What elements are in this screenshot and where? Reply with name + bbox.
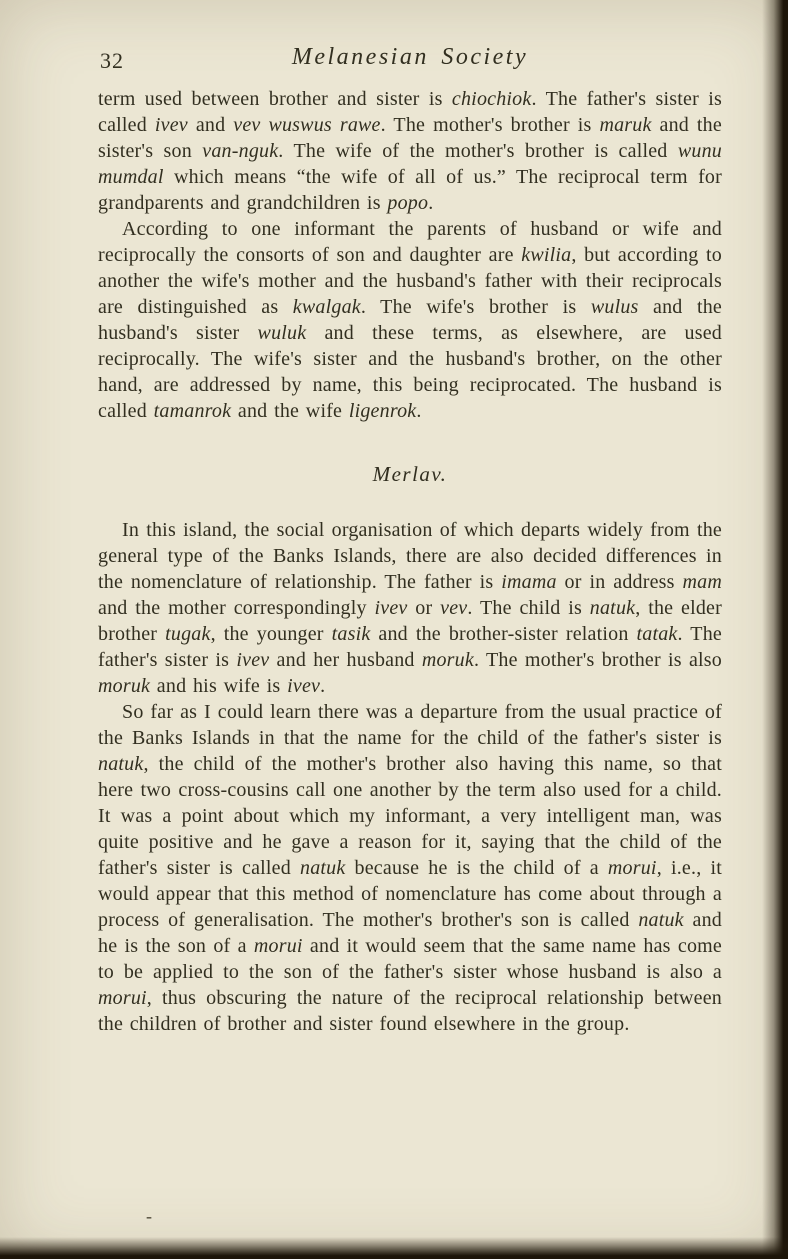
paragraph-in-law-terms: [98, 216, 722, 424]
text-run: , but according to another the wife's mother and the husband's father with their reciprocals are distinguished as: [98, 244, 723, 318]
native-term: vev: [440, 597, 468, 619]
native-term: morui: [98, 987, 147, 1009]
native-term: natuk: [98, 753, 144, 775]
paragraph-kinship-terms: [98, 86, 722, 216]
text-run: .: [428, 192, 434, 214]
native-term: wuluk: [257, 322, 307, 344]
native-term: popo: [387, 192, 429, 214]
text-run: , i.e., it would appear that this method of nomenclature has come about through a process of generalisation. The mother's brother's son is called: [98, 857, 722, 931]
text-run: , the child of the mother's brother also having this name, so that here two cross-cousins call one another by the term also used for a child. It was a point about which my informant, a very intelligent man, was quite positive and he gave a reason for it, saying that the child of the father's sister is called: [98, 753, 722, 879]
native-term: maruk: [599, 114, 652, 136]
native-term: wunu mumdal: [98, 140, 722, 188]
native-term: ivev: [154, 114, 188, 136]
section-heading-merlav: Merlav.: [372, 462, 448, 486]
text-run: . The mother's brother is: [380, 114, 600, 136]
native-term: natuk: [589, 597, 636, 619]
native-term: natuk: [638, 909, 684, 931]
text-run: . The wife's brother is: [360, 296, 591, 318]
native-term: ivev: [236, 649, 270, 671]
page-header: [98, 44, 722, 78]
text-run: .: [416, 400, 422, 422]
text-run: and the mother correspondingly: [98, 597, 375, 619]
native-term: ivev: [374, 597, 408, 619]
text-run: . The father's sister is called: [98, 88, 722, 136]
native-term: tatak: [636, 623, 678, 645]
paragraph-cross-cousins: [98, 699, 722, 1037]
text-run: . The child is: [467, 597, 590, 619]
text-run: . The father's sister is: [98, 623, 722, 671]
text-run: In this island, the social organisation of which departs widely from the general type of the Banks Islands, there are also decided differences in the nomenclature of relationship. The father is: [98, 519, 722, 593]
native-term: imama: [501, 571, 557, 593]
text-run: .: [320, 675, 326, 697]
text-run: which means “the wife of all of us.” The reciprocal term for grandparents and grandchildren is: [98, 166, 722, 214]
text-run: and these terms, as elsewhere, are used reciprocally. The wife's sister and the husband's brother, on the other hand, are addressed by name, this being reciprocated. The husband is called: [98, 322, 722, 422]
page-title: Melanesian Society: [291, 44, 529, 70]
native-term: tamanrok: [153, 400, 232, 422]
text-run: term used between brother and sister is: [98, 88, 452, 110]
text-run: and her husband: [269, 649, 422, 671]
book-edge-shadow-bottom: [0, 1237, 788, 1259]
text-block: [98, 86, 722, 1037]
native-term: kwalgak: [292, 296, 361, 318]
native-term: morui: [253, 935, 303, 957]
text-run: , thus obscuring the nature of the reciprocal relationship between the children of brother and sister found elsewhere in the group.: [98, 987, 722, 1035]
text-run: and it would seem that the same name has come to be applied to the son of the father's sister whose husband is also a: [98, 935, 722, 983]
native-term: wulus: [590, 296, 639, 318]
native-term: van-nguk: [202, 140, 279, 162]
native-term: ivev: [287, 675, 321, 697]
native-term: moruk: [98, 675, 151, 697]
native-term: moruk: [421, 649, 474, 671]
native-term: tasik: [331, 623, 371, 645]
text-run: , the elder brother: [98, 597, 722, 645]
paragraph-merlav-terms: [98, 517, 722, 699]
native-term: mam: [682, 571, 722, 593]
text-run: and the husband's sister: [98, 296, 722, 344]
text-run: because he is the child of a: [345, 857, 608, 879]
text-run: So far as I could learn there was a departure from the usual practice of the Banks Islands in that the name for the child of the father's sister is: [98, 701, 722, 749]
native-term: chiochiok: [451, 88, 532, 110]
text-run: and the brother-sister relation: [370, 623, 637, 645]
native-term: vev wuswus rawe: [233, 114, 381, 136]
native-term: ligenrok: [348, 400, 417, 422]
native-term: kwilia: [521, 244, 572, 266]
text-run: and the sister's son: [98, 114, 722, 162]
text-run: and: [187, 114, 234, 136]
text-run: and his wife is: [150, 675, 288, 697]
native-term: tugak: [165, 623, 211, 645]
page-number: 32: [100, 48, 124, 73]
stray-mark: -: [146, 1206, 152, 1226]
text-run: , the younger: [210, 623, 332, 645]
text-run: . The mother's brother is also: [473, 649, 722, 671]
text-run: and the wife: [231, 400, 349, 422]
native-term: morui: [607, 857, 657, 879]
text-run: According to one informant the parents of husband or wife and reciprocally the consorts of son and daughter are: [98, 218, 722, 266]
native-term: natuk: [300, 857, 346, 879]
text-run: and he is the son of a: [98, 909, 722, 957]
text-run: or in address: [556, 571, 683, 593]
text-run: . The wife of the mother's brother is called: [278, 140, 678, 162]
book-edge-shadow-right: [762, 0, 788, 1259]
text-run: or: [407, 597, 441, 619]
